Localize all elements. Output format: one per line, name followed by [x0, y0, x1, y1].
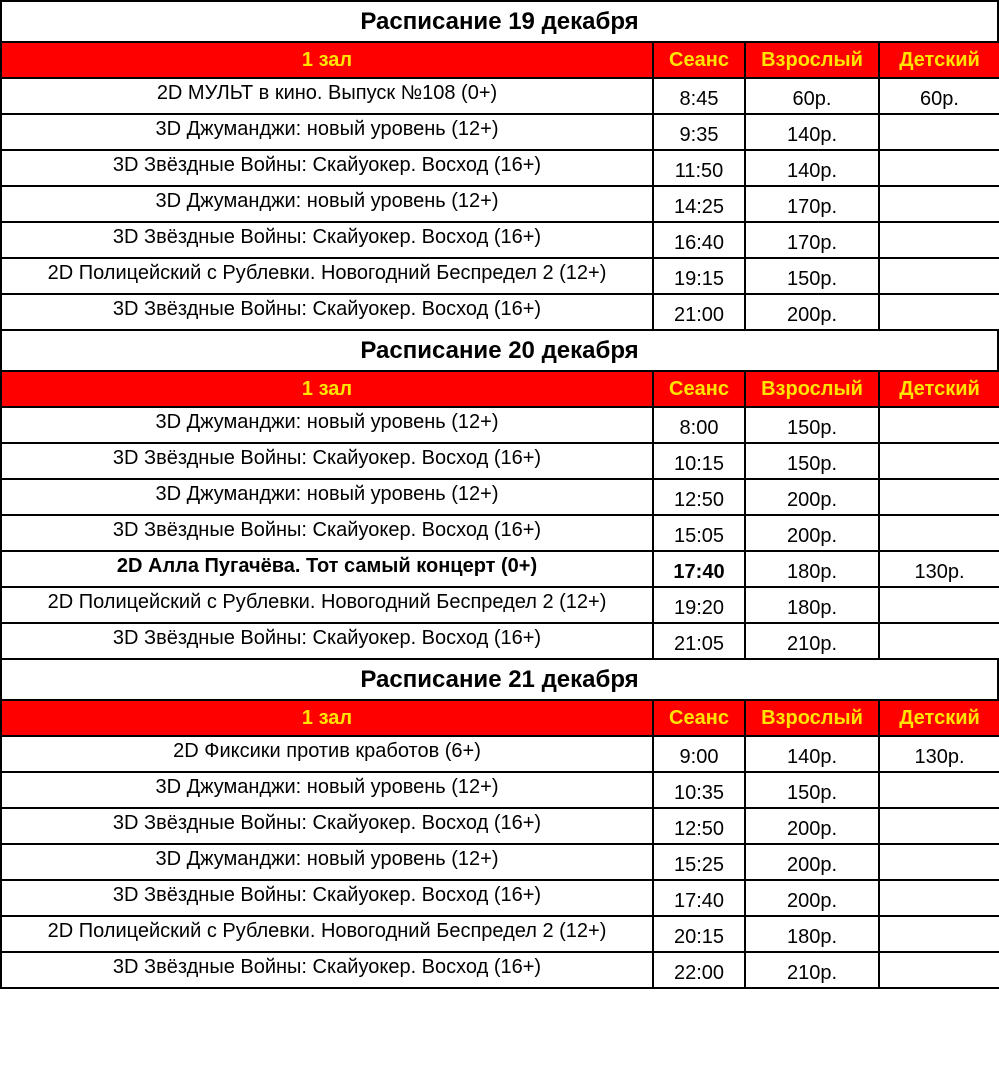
schedule-table	[0, 370, 999, 660]
session-time: 9:35	[653, 114, 745, 150]
session-time: 16:40	[653, 222, 745, 258]
adult-price: 170р.	[745, 222, 879, 258]
session-time: 10:35	[653, 772, 745, 808]
adult-price: 150р.	[745, 258, 879, 294]
session-time: 17:40	[653, 551, 745, 587]
header-hall: 1 зал	[1, 42, 653, 78]
child-price	[879, 515, 999, 551]
table-row	[1, 772, 999, 808]
table-row	[1, 258, 999, 294]
session-time: 22:00	[653, 952, 745, 988]
table-row	[1, 186, 999, 222]
table-row	[1, 114, 999, 150]
session-time: 12:50	[653, 808, 745, 844]
adult-price: 150р.	[745, 772, 879, 808]
table-row	[1, 736, 999, 772]
header-adult-price: Взрослый	[745, 700, 879, 736]
table-row	[1, 443, 999, 479]
session-time: 17:40	[653, 880, 745, 916]
child-price	[879, 880, 999, 916]
table-row	[1, 222, 999, 258]
session-time: 15:05	[653, 515, 745, 551]
child-price	[879, 772, 999, 808]
table-row	[1, 407, 999, 443]
film-title: 3D Джуманджи: новый уровень (12+)	[1, 186, 653, 222]
table-row	[1, 916, 999, 952]
schedule-table	[0, 41, 999, 331]
film-title: 3D Джуманджи: новый уровень (12+)	[1, 479, 653, 515]
header-session: Сеанс	[653, 700, 745, 736]
child-price	[879, 844, 999, 880]
adult-price: 140р.	[745, 114, 879, 150]
session-time: 14:25	[653, 186, 745, 222]
film-title: 3D Звёздные Войны: Скайуокер. Восход (16+)	[1, 150, 653, 186]
child-price	[879, 294, 999, 330]
header-adult-price: Взрослый	[745, 42, 879, 78]
child-price	[879, 916, 999, 952]
day-title: Расписание 21 декабря	[0, 660, 999, 699]
session-time: 9:00	[653, 736, 745, 772]
adult-price: 200р.	[745, 515, 879, 551]
child-price	[879, 114, 999, 150]
adult-price: 200р.	[745, 294, 879, 330]
film-title: 3D Джуманджи: новый уровень (12+)	[1, 844, 653, 880]
session-time: 21:05	[653, 623, 745, 659]
session-time: 21:00	[653, 294, 745, 330]
header-hall: 1 зал	[1, 700, 653, 736]
header-child-price: Детский	[879, 700, 999, 736]
child-price: 60р.	[879, 78, 999, 114]
child-price	[879, 186, 999, 222]
session-time: 12:50	[653, 479, 745, 515]
table-row	[1, 479, 999, 515]
child-price	[879, 623, 999, 659]
session-time: 10:15	[653, 443, 745, 479]
film-title: 3D Звёздные Войны: Скайуокер. Восход (16+)	[1, 952, 653, 988]
film-title: 2D Полицейский с Рублевки. Новогодний Беспредел 2 (12+)	[1, 587, 653, 623]
film-title: 3D Звёздные Войны: Скайуокер. Восход (16+)	[1, 515, 653, 551]
film-title: 3D Звёздные Войны: Скайуокер. Восход (16+)	[1, 443, 653, 479]
table-row	[1, 150, 999, 186]
child-price	[879, 479, 999, 515]
child-price	[879, 808, 999, 844]
film-title: 2D Алла Пугачёва. Тот самый концерт (0+)	[1, 551, 653, 587]
film-title: 3D Звёздные Войны: Скайуокер. Восход (16+)	[1, 623, 653, 659]
film-title: 3D Звёздные Войны: Скайуокер. Восход (16+)	[1, 880, 653, 916]
day-title: Расписание 20 декабря	[0, 331, 999, 370]
adult-price: 180р.	[745, 916, 879, 952]
film-title: 3D Звёздные Войны: Скайуокер. Восход (16+)	[1, 294, 653, 330]
adult-price: 200р.	[745, 844, 879, 880]
adult-price: 140р.	[745, 736, 879, 772]
table-row	[1, 952, 999, 988]
session-time: 15:25	[653, 844, 745, 880]
table-row	[1, 78, 999, 114]
child-price	[879, 587, 999, 623]
table-row	[1, 294, 999, 330]
table-row	[1, 623, 999, 659]
header-session: Сеанс	[653, 371, 745, 407]
header-adult-price: Взрослый	[745, 371, 879, 407]
child-price	[879, 222, 999, 258]
adult-price: 200р.	[745, 479, 879, 515]
adult-price: 210р.	[745, 952, 879, 988]
header-child-price: Детский	[879, 42, 999, 78]
schedule-table	[0, 699, 999, 989]
header-child-price: Детский	[879, 371, 999, 407]
child-price	[879, 150, 999, 186]
film-title: 3D Звёздные Войны: Скайуокер. Восход (16+)	[1, 222, 653, 258]
adult-price: 200р.	[745, 808, 879, 844]
film-title: 3D Звёздные Войны: Скайуокер. Восход (16+)	[1, 808, 653, 844]
film-title: 2D Полицейский с Рублевки. Новогодний Беспредел 2 (12+)	[1, 916, 653, 952]
film-title: 2D МУЛЬТ в кино. Выпуск №108 (0+)	[1, 78, 653, 114]
session-time: 19:15	[653, 258, 745, 294]
adult-price: 150р.	[745, 407, 879, 443]
header-session: Сеанс	[653, 42, 745, 78]
day-title: Расписание 19 декабря	[0, 2, 999, 41]
table-row	[1, 551, 999, 587]
table-row	[1, 515, 999, 551]
adult-price: 150р.	[745, 443, 879, 479]
film-title: 2D Полицейский с Рублевки. Новогодний Беспредел 2 (12+)	[1, 258, 653, 294]
child-price	[879, 443, 999, 479]
table-header-row	[1, 371, 999, 407]
adult-price: 60р.	[745, 78, 879, 114]
header-hall: 1 зал	[1, 371, 653, 407]
table-row	[1, 880, 999, 916]
child-price	[879, 258, 999, 294]
child-price	[879, 952, 999, 988]
adult-price: 180р.	[745, 551, 879, 587]
adult-price: 170р.	[745, 186, 879, 222]
session-time: 11:50	[653, 150, 745, 186]
table-row	[1, 844, 999, 880]
table-header-row	[1, 700, 999, 736]
session-time: 20:15	[653, 916, 745, 952]
table-header-row	[1, 42, 999, 78]
table-row	[1, 587, 999, 623]
film-title: 3D Джуманджи: новый уровень (12+)	[1, 772, 653, 808]
film-title: 3D Джуманджи: новый уровень (12+)	[1, 407, 653, 443]
adult-price: 200р.	[745, 880, 879, 916]
session-time: 19:20	[653, 587, 745, 623]
table-row	[1, 808, 999, 844]
adult-price: 210р.	[745, 623, 879, 659]
film-title: 2D Фиксики против кработов (6+)	[1, 736, 653, 772]
child-price: 130р.	[879, 736, 999, 772]
child-price	[879, 407, 999, 443]
adult-price: 180р.	[745, 587, 879, 623]
session-time: 8:45	[653, 78, 745, 114]
session-time: 8:00	[653, 407, 745, 443]
child-price: 130р.	[879, 551, 999, 587]
adult-price: 140р.	[745, 150, 879, 186]
film-title: 3D Джуманджи: новый уровень (12+)	[1, 114, 653, 150]
